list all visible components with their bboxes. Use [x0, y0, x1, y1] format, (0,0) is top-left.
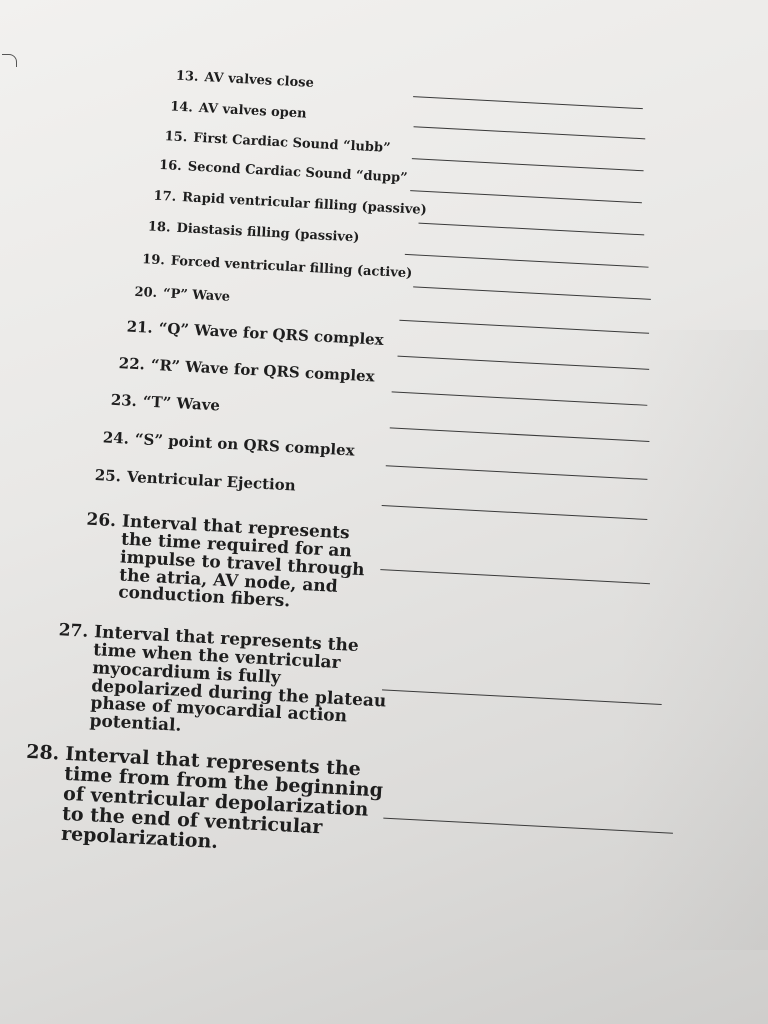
question-15: [164, 130, 391, 155]
question-text: “T” Wave: [142, 392, 221, 415]
answer-line-15[interactable]: [412, 158, 644, 171]
question-number: 18.: [147, 219, 171, 236]
question-18: [148, 220, 360, 245]
question-26: [82, 509, 386, 617]
question-text: Interval that represents the time when the ventricular myocardium is fully depolarized during the plateau phase of myocardial action potential.: [89, 622, 387, 737]
answer-line-24[interactable]: [386, 465, 648, 480]
question-text: Forced ventricular filling (active): [170, 253, 413, 282]
question-27: [54, 622, 399, 747]
question-21: [126, 319, 384, 348]
question-text: Interval that represents the time from from the beginning of ventricular depolarization to the end of ventricular repolarization.: [60, 742, 384, 853]
question-text: Diastasis filling (passive): [176, 220, 360, 246]
question-17: [153, 190, 427, 218]
question-number: 28.: [25, 740, 60, 765]
question-text: Second Cardiac Sound “dupp”: [187, 159, 408, 186]
question-number: 20.: [134, 284, 158, 301]
answer-line-18[interactable]: [405, 254, 649, 268]
question-16: [159, 159, 408, 186]
question-22: [118, 356, 375, 385]
question-number: 26.: [86, 509, 117, 532]
question-text: AV valves close: [204, 70, 315, 91]
question-14: [170, 100, 307, 121]
answer-line-17[interactable]: [418, 223, 644, 236]
answer-line-27[interactable]: [382, 689, 662, 705]
question-text: First Cardiac Sound “lubb”: [192, 130, 391, 157]
question-text: “S” point on QRS complex: [134, 430, 356, 460]
question-text: “Q” Wave for QRS complex: [158, 319, 385, 349]
question-20: [134, 286, 230, 305]
question-text: AV valves open: [198, 100, 307, 122]
question-number: 16.: [158, 157, 183, 175]
answer-line-26[interactable]: [380, 569, 650, 584]
answer-line-25[interactable]: [382, 505, 648, 520]
question-number: 17.: [153, 188, 177, 205]
question-13: [175, 70, 314, 91]
answer-line-28[interactable]: [383, 818, 673, 834]
question-number: 15.: [164, 129, 188, 146]
question-23: [110, 390, 221, 415]
answer-line-19[interactable]: [413, 286, 651, 299]
answer-line-13[interactable]: [413, 96, 643, 109]
question-text: Ventricular Ejection: [126, 467, 297, 495]
question-28: [22, 740, 397, 862]
question-number: 27.: [58, 620, 89, 642]
question-number: 23.: [110, 390, 138, 411]
answer-line-21[interactable]: [397, 356, 649, 370]
question-text: Interval that represents the time required for an impulse to travel through the atria, AV node, and conduction fibers.: [117, 511, 365, 612]
question-number: 22.: [118, 354, 146, 374]
question-number: 19.: [141, 252, 166, 269]
question-number: 25.: [94, 466, 122, 486]
question-text: Rapid ventricular filling (passive): [181, 190, 428, 218]
question-24: [102, 430, 355, 459]
question-text: “R” Wave for QRS complex: [150, 355, 376, 386]
question-25: [94, 468, 296, 494]
answer-line-16[interactable]: [410, 190, 642, 203]
answer-line-20[interactable]: [399, 320, 649, 334]
pen-mark: [2, 54, 17, 67]
answer-line-22[interactable]: [392, 391, 648, 405]
question-number: 14.: [169, 99, 194, 116]
answer-line-14[interactable]: [414, 126, 646, 139]
answer-line-23[interactable]: [390, 427, 650, 442]
question-text: “P” Wave: [162, 286, 231, 305]
question-19: [142, 253, 413, 281]
question-number: 13.: [175, 68, 199, 85]
question-number: 21.: [126, 317, 154, 337]
question-number: 24.: [102, 428, 130, 448]
